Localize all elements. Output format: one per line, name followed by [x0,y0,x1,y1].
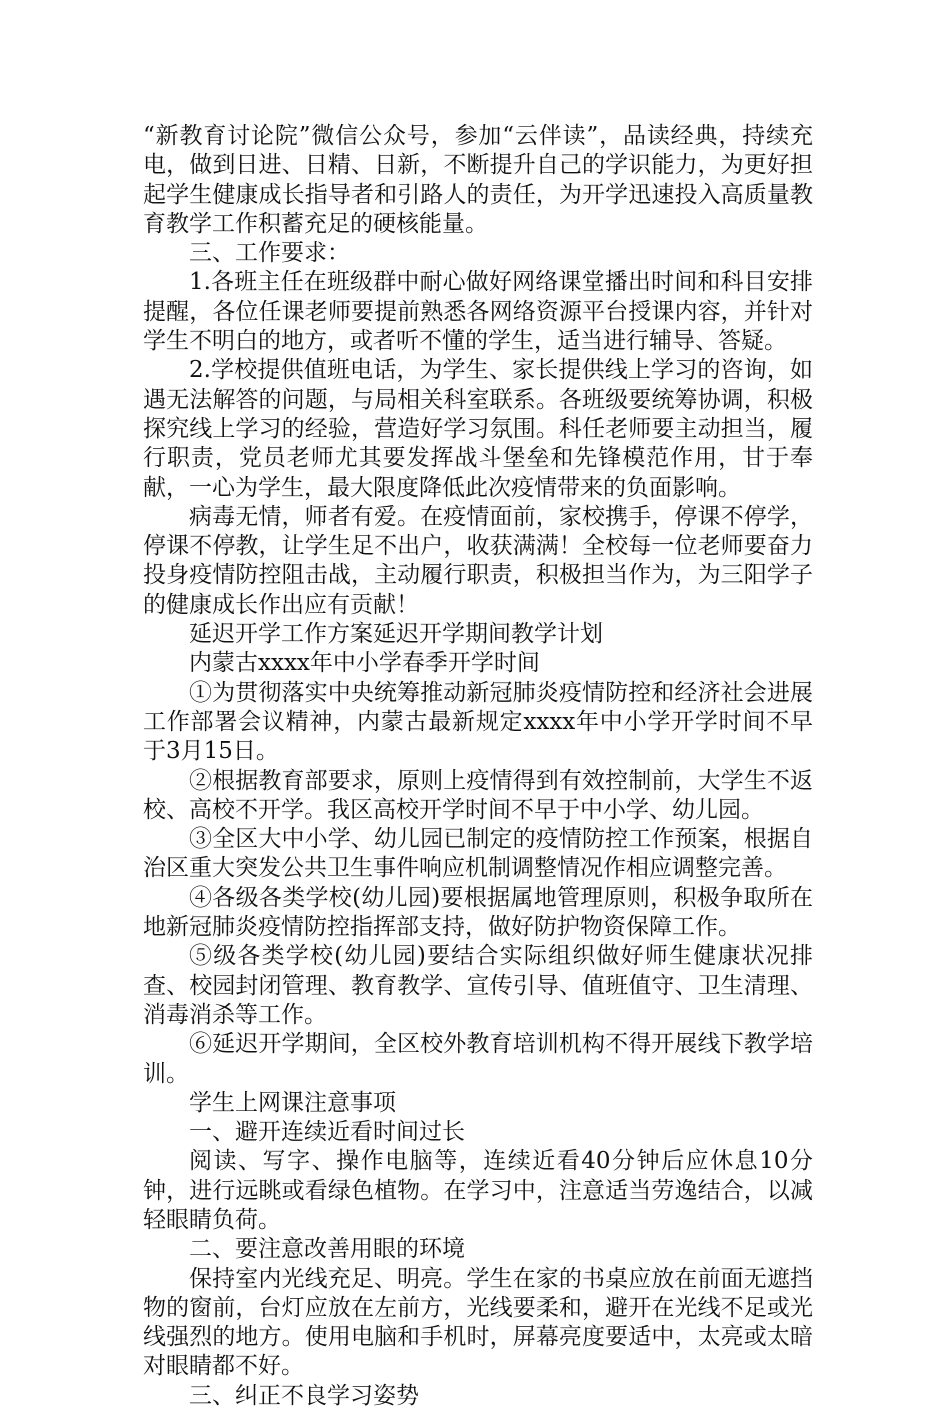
section-heading: 三、纠正不良学习姿势 [189,1382,419,1409]
paragraph: 1.各班主任在班级群中耐心做好网络课堂播出时间和科目安排提醒，各位任课老师要提前熟悉各网络资源平台授课内容，并针对学生不明白的地方，或者听不懂的学生，适当进行辅导、答疑。 [143,269,813,355]
paragraph: “新教育讨论院”微信公众号，参加“云伴读”，品读经典，持续充电，做到日进、日精、日新，不断提升自己的学识能力，为更好担起学生健康成长指导者和引路人的责任，为开学迅速投入高质量教育教学工作积蓄充足的硬核能量。 [143,123,813,237]
paragraph: 病毒无情，师者有爱。在疫情面前，家校携手，停课不停学，停课不停教，让学生足不出户，收获满满！全校每一位老师要奋力投身疫情防控阻击战，主动履行职责，积极担当作为，为三阳学子的健康成长作出应有贡献！ [143,503,813,618]
list-item: ⑥延迟开学期间，全区校外教育培训机构不得开展线下教学培训。 [143,1031,813,1087]
section-heading: 二、要注意改善用眼的环境 [189,1236,465,1263]
section-title: 延迟开学工作方案延迟开学期间教学计划 [189,621,603,648]
list-item: ②根据教育部要求，原则上疫情得到有效控制前，大学生不返校、高校不开学。我区高校开学时间不早于中小学、幼儿园。 [143,767,813,823]
section-title: 学生上网课注意事项 [189,1089,396,1116]
section-title: 内蒙古xxxx年中小学春季开学时间 [189,650,540,677]
list-item: ⑤级各类学校(幼儿园)要结合实际组织做好师生健康状况排查、校园封闭管理、教育教学、宣传引导、值班值守、卫生清理、消毒消杀等工作。 [143,943,813,1028]
list-item: ③全区大中小学、幼儿园已制定的疫情防控工作预案，根据自治区重大突发公共卫生事件响应机制调整情况作相应调整完善。 [143,826,813,882]
section-heading: 一、避开连续近看时间过长 [189,1119,465,1146]
paragraph: 保持室内光线充足、明亮。学生在家的书桌应放在前面无遮挡物的窗前，台灯应放在左前方，光线要柔和，避开在光线不足或光线强烈的地方。使用电脑和手机时，屏幕亮度要适中，太亮或太暗对眼睛都不好。 [143,1265,813,1380]
list-item: ①为贯彻落实中央统筹推动新冠肺炎疫情防控和经济社会进展工作部署会议精神，内蒙古最新规定xxxx年中小学开学时间不早于3月15日。 [143,679,813,765]
section-heading: 三、工作要求： [189,240,350,267]
document-page [143,122,813,1411]
list-item: ④各级各类学校(幼儿园)要根据属地管理原则，积极争取所在地新冠肺炎疫情防控指挥部支持，做好防护物资保障工作。 [143,884,813,941]
paragraph: 2.学校提供值班电话，为学生、家长提供线上学习的咨询，如遇无法解答的问题，与局相关科室联系。各班级要统筹协调，积极探究线上学习的经验，营造好学习氛围。科任老师要主动担当，履行职责，党员老师尤其要发挥战斗堡垒和先锋模范作用，甘于奉献，一心为学生，最大限度降低此次疫情带来的负面影响。 [143,357,813,501]
paragraph: 阅读、写字、操作电脑等，连续近看40分钟后应休息10分钟，进行远眺或看绿色植物。在学习中，注意适当劳逸结合，以减轻眼睛负荷。 [143,1148,813,1233]
